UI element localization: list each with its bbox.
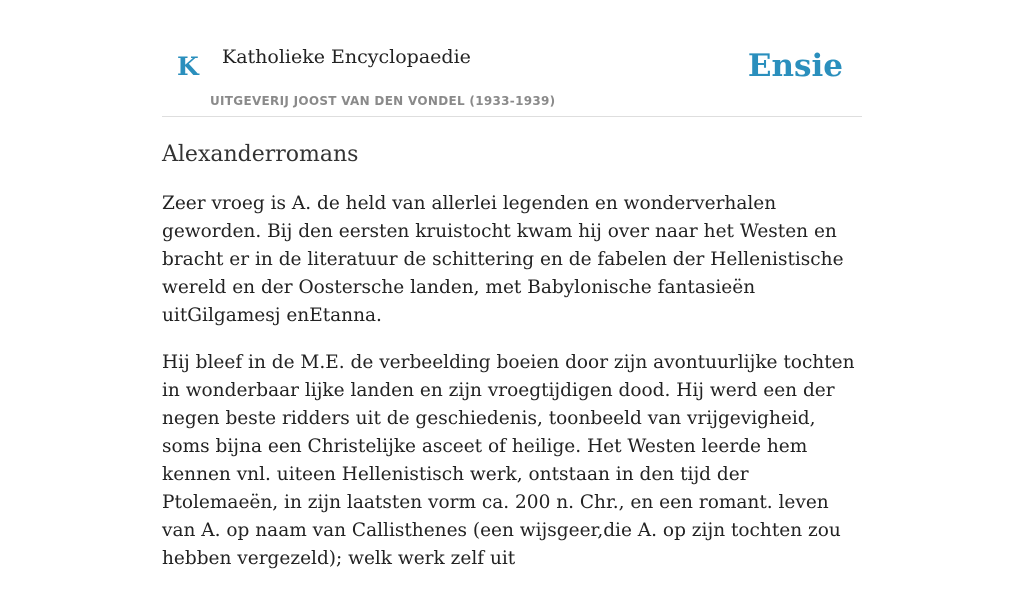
article-paragraph: Zeer vroeg is A. de held van allerlei legenden en wonderverhalen geworden. Bij den eersten kruistocht kwam hij over naar het Westen en bracht er in de literatuur de schittering en de fabelen der Hellenistische wereld en der Oostersche landen, met Babylonische fantasieën uitGilgamesj enEtanna. xyxy=(162,193,844,326)
publisher-logo[interactable]: K xyxy=(177,52,199,81)
book-title[interactable]: Katholieke Encyclopaedie xyxy=(222,46,471,68)
article xyxy=(162,139,862,592)
site-header xyxy=(162,0,862,117)
publisher-label: UITGEVERIJ JOOST VAN DEN VONDEL (1933-1939) xyxy=(210,94,556,108)
article-paragraph: Hij bleef in de M.E. de verbeelding boeien door zijn avontuurlijke tochten in wonderbaar lijke landen en zijn vroegtijdigen dood. Hij werd een der negen beste ridders uit de geschiedenis, toonbeeld van vrijgevigheid, soms bijna een Christelijke asceet of heilige. Het Westen leerde hem kennen vnl. uiteen Hellenistisch werk, ontstaan in den tijd der Ptolemaeën, in zijn laatsten vorm ca. 200 n. Chr., en een romant. leven van A. op naam van Callisthenes (een wijsgeer,die A. op zijn tochten zou hebben vergezeld); welk werk zelf uit xyxy=(162,352,855,569)
ensie-logo[interactable]: Ensie xyxy=(747,48,843,84)
article-title: Alexanderromans xyxy=(162,142,359,167)
